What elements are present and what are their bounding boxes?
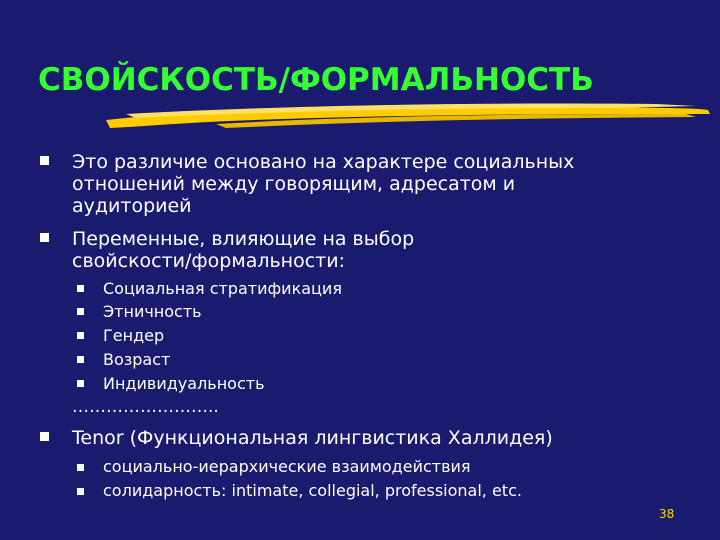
- sub-bullet-marker: [77, 488, 84, 495]
- sub-bullet-text: Этничность: [103, 302, 202, 321]
- sub-bullet-marker: [77, 285, 84, 292]
- bullet-marker: [40, 156, 49, 165]
- sub-bullet-text: Возраст: [103, 350, 171, 369]
- sub-bullet-marker: [77, 356, 84, 363]
- bullet-text: [72, 228, 414, 272]
- sub-bullet-marker: [77, 464, 84, 471]
- sub-bullet-marker: [77, 308, 84, 315]
- brush-stroke-underline: [96, 100, 716, 132]
- bullet-line: отношений между говорящим, адресатом и: [72, 173, 516, 195]
- sub-bullet-text: солидарность: intimate, collegial, professional, etc.: [103, 481, 522, 500]
- slide-title: СВОЙСКОСТЬ/ФОРМАЛЬНОСТЬ: [38, 62, 594, 98]
- bullet-marker: [40, 233, 49, 242]
- sub-bullet-text: Социальная стратификация: [103, 279, 342, 298]
- page-number: 38: [659, 507, 675, 521]
- bullet-line: свойскости/формальности:: [72, 250, 345, 272]
- bullet-line: аудиторией: [72, 195, 192, 217]
- bullet-text: Tenor (Функциональная лингвистика Халлидея): [72, 427, 553, 449]
- bullet-marker: [40, 432, 49, 441]
- sub-bullet-text: Индивидуальность: [103, 374, 265, 393]
- ellipsis-line: ……………………..: [72, 397, 219, 417]
- bullet-line: Это различие основано на характере социальных: [72, 151, 575, 173]
- bullet-line: Переменные, влияющие на выбор: [72, 228, 415, 250]
- bullet-text: [72, 151, 574, 217]
- sub-bullet-marker: [77, 332, 84, 339]
- sub-bullet-text: социально-иерархические взаимодействия: [103, 457, 471, 476]
- sub-bullet-marker: [77, 380, 84, 387]
- sub-bullet-text: Гендер: [103, 326, 165, 345]
